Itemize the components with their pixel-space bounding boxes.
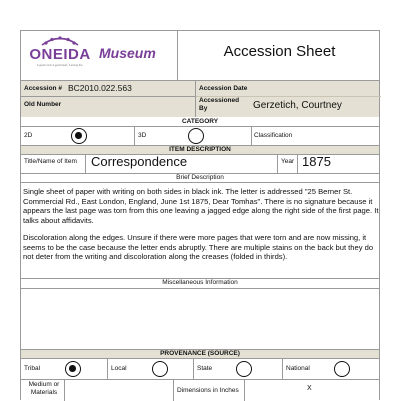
category-3d-radio[interactable]: [188, 128, 204, 144]
brief-description-paragraph-1: Single sheet of paper with writing on both sides in black ink. The letter is addressed "25 Berner St. Commercial Rd., East London, England, June 1st 1875, Dear Tomhas". There is no signature because it appears the last page was torn from this one leaving a jagged edge along the right side of the first page. It talks about affidavits.: [23, 187, 379, 225]
misc-info-field[interactable]: [21, 289, 381, 349]
accession-sheet: [20, 30, 380, 400]
category-2d-label: 2D: [24, 132, 33, 139]
accessioned-by-field[interactable]: Gerzetich, Courtney: [253, 100, 342, 111]
dimensions-label: Dimensions in Inches: [177, 387, 239, 394]
medium-materials-field[interactable]: [65, 380, 173, 400]
provenance-state-radio[interactable]: [236, 361, 252, 377]
brief-description-paragraph-2: Discoloration along the edges. Unsure if there were more pages that were torn and are now missing, it seems to be the case because the letter ends abruptly. There are multiple stains on the back but they do not deter from the writing and discoloration along the creases (folded in thirds).: [23, 233, 374, 262]
year-field[interactable]: 1875: [302, 154, 331, 169]
provenance-tribal-label: Tribal: [24, 365, 41, 372]
accession-number-field[interactable]: BC2010.022.563: [68, 83, 132, 93]
old-number-label: Old Number: [24, 101, 62, 108]
misc-info-label: Miscellaneous Information: [162, 279, 238, 286]
logo-tagline: A good mind. A good heart. A strong fire.: [36, 64, 84, 67]
medium-materials-label: Medium or Materials: [28, 381, 60, 396]
dimensions-separator: X: [307, 385, 312, 392]
brief-description-field[interactable]: [21, 182, 381, 278]
category-heading: CATEGORY: [21, 117, 379, 126]
accession-number-label: Accession #: [24, 85, 62, 92]
selected-dot-icon: [69, 365, 76, 372]
category-3d-label: 3D: [138, 132, 147, 139]
museum-label: Museum: [99, 45, 156, 61]
provenance-heading: PROVENANCE (SOURCE): [160, 350, 240, 357]
item-title-field[interactable]: Correspondence: [91, 154, 188, 169]
provenance-local-radio[interactable]: [152, 361, 168, 377]
accession-date-label: Accession Date: [199, 85, 248, 92]
brief-description-label: Brief Description: [176, 174, 224, 181]
item-description-heading: ITEM DESCRIPTION: [169, 146, 231, 153]
accessioned-by-label: Accessioned By: [199, 97, 240, 112]
page-title: Accession Sheet: [223, 43, 336, 60]
provenance-national-radio[interactable]: [334, 361, 350, 377]
item-title-label: Title/Name of Item: [24, 158, 77, 165]
oneida-logo: [25, 34, 95, 78]
category-2d-radio[interactable]: [71, 128, 87, 144]
dimensions-field[interactable]: [245, 380, 381, 400]
provenance-tribal-radio[interactable]: [65, 361, 81, 377]
logo-text: ONEIDA: [29, 46, 91, 63]
provenance-national-label: National: [286, 365, 310, 372]
selected-dot-icon: [75, 132, 82, 139]
provenance-local-label: Local: [111, 365, 127, 372]
classification-label: Classification: [254, 132, 293, 139]
year-label: Year: [281, 158, 295, 165]
provenance-state-label: State: [197, 365, 213, 372]
